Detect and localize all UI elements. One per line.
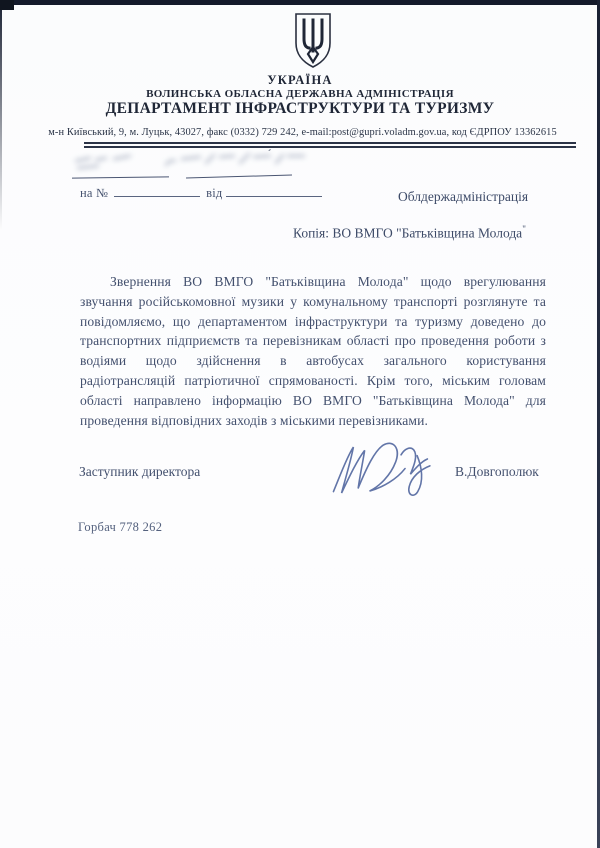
letterhead-department: ДЕПАРТАМЕНТ ІНФРАСТРУКТУРИ ТА ТУРИЗМУ (105, 100, 495, 117)
signatory-name: В.Довгополюк (455, 464, 539, 479)
addressee-copy-quote-mark: " (522, 224, 526, 234)
signatory-position: Заступник директора (79, 464, 201, 479)
scan-edge-corner (0, 0, 14, 10)
reference-number-blank (114, 184, 200, 197)
letterhead-divider (84, 142, 576, 148)
reference-line (80, 184, 322, 201)
addressee-copy (293, 224, 563, 242)
handwritten-signature (320, 432, 449, 507)
redacted-handwriting (70, 151, 315, 177)
reference-number-label: на № (80, 186, 109, 200)
scan-pen-mark: ˊ (265, 147, 272, 161)
scan-edge-top (0, 0, 600, 5)
addressee-primary: Облдержадміністрація (398, 189, 529, 204)
addressee-copy-text: Копія: ВО ВМГО "Батьківщина Молода (293, 225, 523, 241)
letterhead-country: УКРАЇНА (267, 73, 333, 87)
letterhead-administration: ВОЛИНСЬКА ОБЛАСНА ДЕРЖАВНА АДМІНІСТРАЦІЯ (146, 88, 454, 100)
ukraine-trident-emblem-icon (292, 13, 334, 69)
reference-date-blank (226, 184, 322, 197)
executor-contact: Горбач 778 262 (78, 520, 163, 534)
letterhead-contact-line: м-н Київський, 9, м. Луцьк, 43027, факс (0332) 729 242, e-mail:post@gupri.voladm.gov.ua, код ЄДРПОУ 13362615 (48, 127, 557, 138)
letter-body-paragraph: Звернення ВО ВМГО "Батьківщина Молода" щодо врегулювання звучання російськомовної музики у комунальному транспорті розглянуте та повідомляємо, що департаментом інфраструктури та туризму доведено до транспортних підприємств та перевізникам області про проведення роботи з водіями щодо здійснення в автобусах загального користування радіотрансляцій патріотичної спрямованості. Крім того, міським головам області направлено інформацію ВО ВМГО "Батьківщина Молода" для проведення відповідних заходів з міськими перевізниками. (80, 274, 546, 428)
outgoing-number-line (72, 176, 169, 178)
reference-date-label: від (206, 186, 223, 200)
